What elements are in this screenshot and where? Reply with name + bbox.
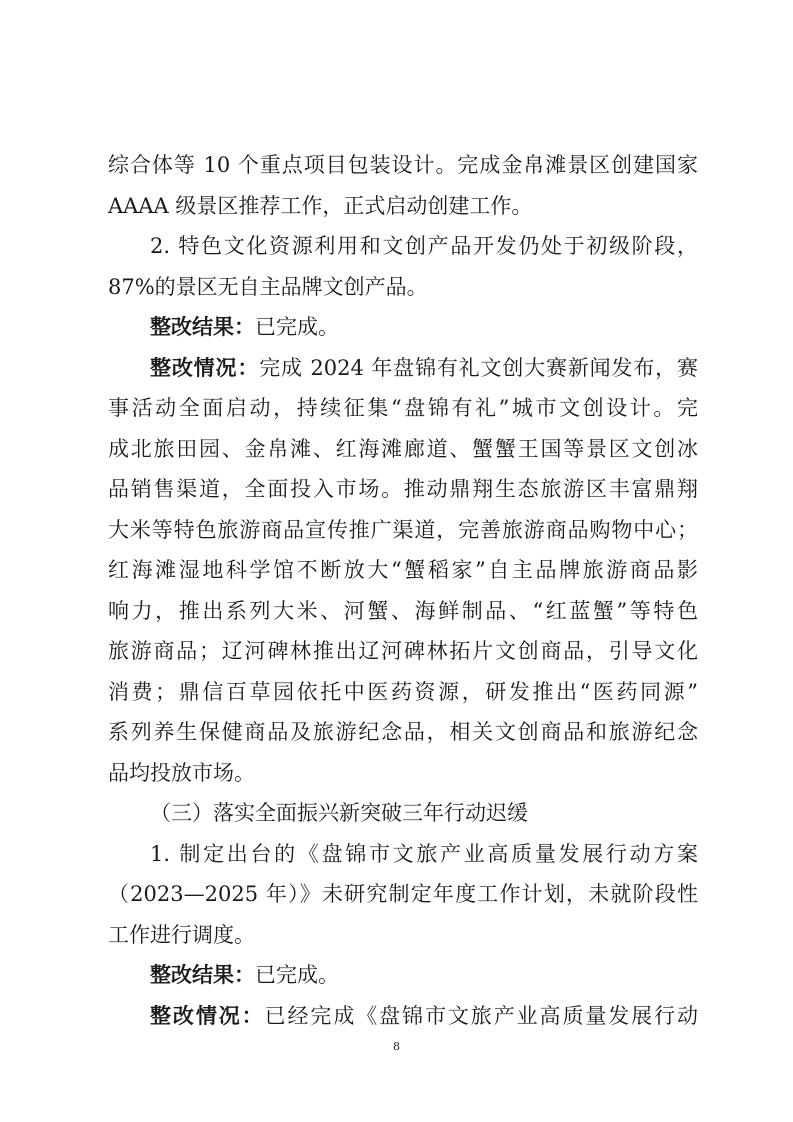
text-line: 工作进行调度。 <box>108 922 255 947</box>
rectification-status-label: 整改情况： <box>150 1003 265 1028</box>
text-line: 事活动全面启动，持续征集“盘锦有礼”城市文创设计。完 <box>108 396 698 420</box>
text-line: 2. 特色文化资源利用和文创产品开发仍处于初级阶段， <box>150 234 698 258</box>
rectification-status-paragraph <box>108 996 698 1037</box>
rectification-result-label: 整改结果： <box>150 315 255 339</box>
text-line: 品均投放市场。 <box>108 760 255 785</box>
text-line: 成北旅田园、金帛滩、红海滩廊道、蟹蟹王国等景区文创冰 <box>108 436 698 461</box>
text-line: （2023—2025 年）》未研究制定年度工作计划，未就阶段性 <box>108 882 698 906</box>
text-line: 综合体等 10 个重点项目包装设计。完成金帛滩景区创建国家 <box>108 153 698 177</box>
document-body <box>108 145 698 1036</box>
text-line: 87%的景区无自主品牌文创产品。 <box>108 274 428 299</box>
rectification-result-paragraph <box>108 307 698 348</box>
text-line: 旅游商品；辽河碑林推出辽河碑林拓片文创商品，引导文化 <box>108 639 698 663</box>
text-line: 消费；鼎信百草园依托中医药资源，研发推出“医药同源” <box>108 679 698 704</box>
page-number: 8 <box>393 1040 400 1053</box>
text-line: 1. 制定出台的《盘锦市文旅产业高质量发展行动方案 <box>150 841 698 866</box>
rectification-status-paragraph <box>108 348 698 389</box>
rectification-status-text: 已经完成《盘锦市文旅产业高质量发展行动 <box>264 1003 699 1028</box>
text-line: AAAA 级景区推荐工作，正式启动创建工作。 <box>108 193 533 218</box>
text-line: 系列养生保健商品及旅游纪念品，相关文创商品和旅游纪念 <box>108 720 698 744</box>
rectification-result-paragraph <box>108 955 698 996</box>
text-line: 大米等特色旅游商品宣传推广渠道，完善旅游商品购物中心； <box>108 517 698 542</box>
rectification-status-text: 完成 2024 年盘锦有礼文创大赛新闻发布，赛 <box>259 355 699 380</box>
text-line: 响力，推出系列大米、河蟹、海鲜制品、“红蓝蟹”等特色 <box>108 598 698 623</box>
text-line: 红海滩湿地科学馆不断放大“蟹稻家”自主品牌旅游商品影 <box>108 558 698 582</box>
rectification-result-value: 已完成。 <box>255 315 339 339</box>
section-heading: （三）落实全面振兴新突破三年行动迟缓 <box>150 801 528 825</box>
rectification-result-value: 已完成。 <box>255 963 339 987</box>
rectification-status-label: 整改情况： <box>150 355 260 380</box>
rectification-result-label: 整改结果： <box>150 963 255 987</box>
text-line: 品销售渠道，全面投入市场。推动鼎翔生态旅游区丰富鼎翔 <box>108 477 698 501</box>
